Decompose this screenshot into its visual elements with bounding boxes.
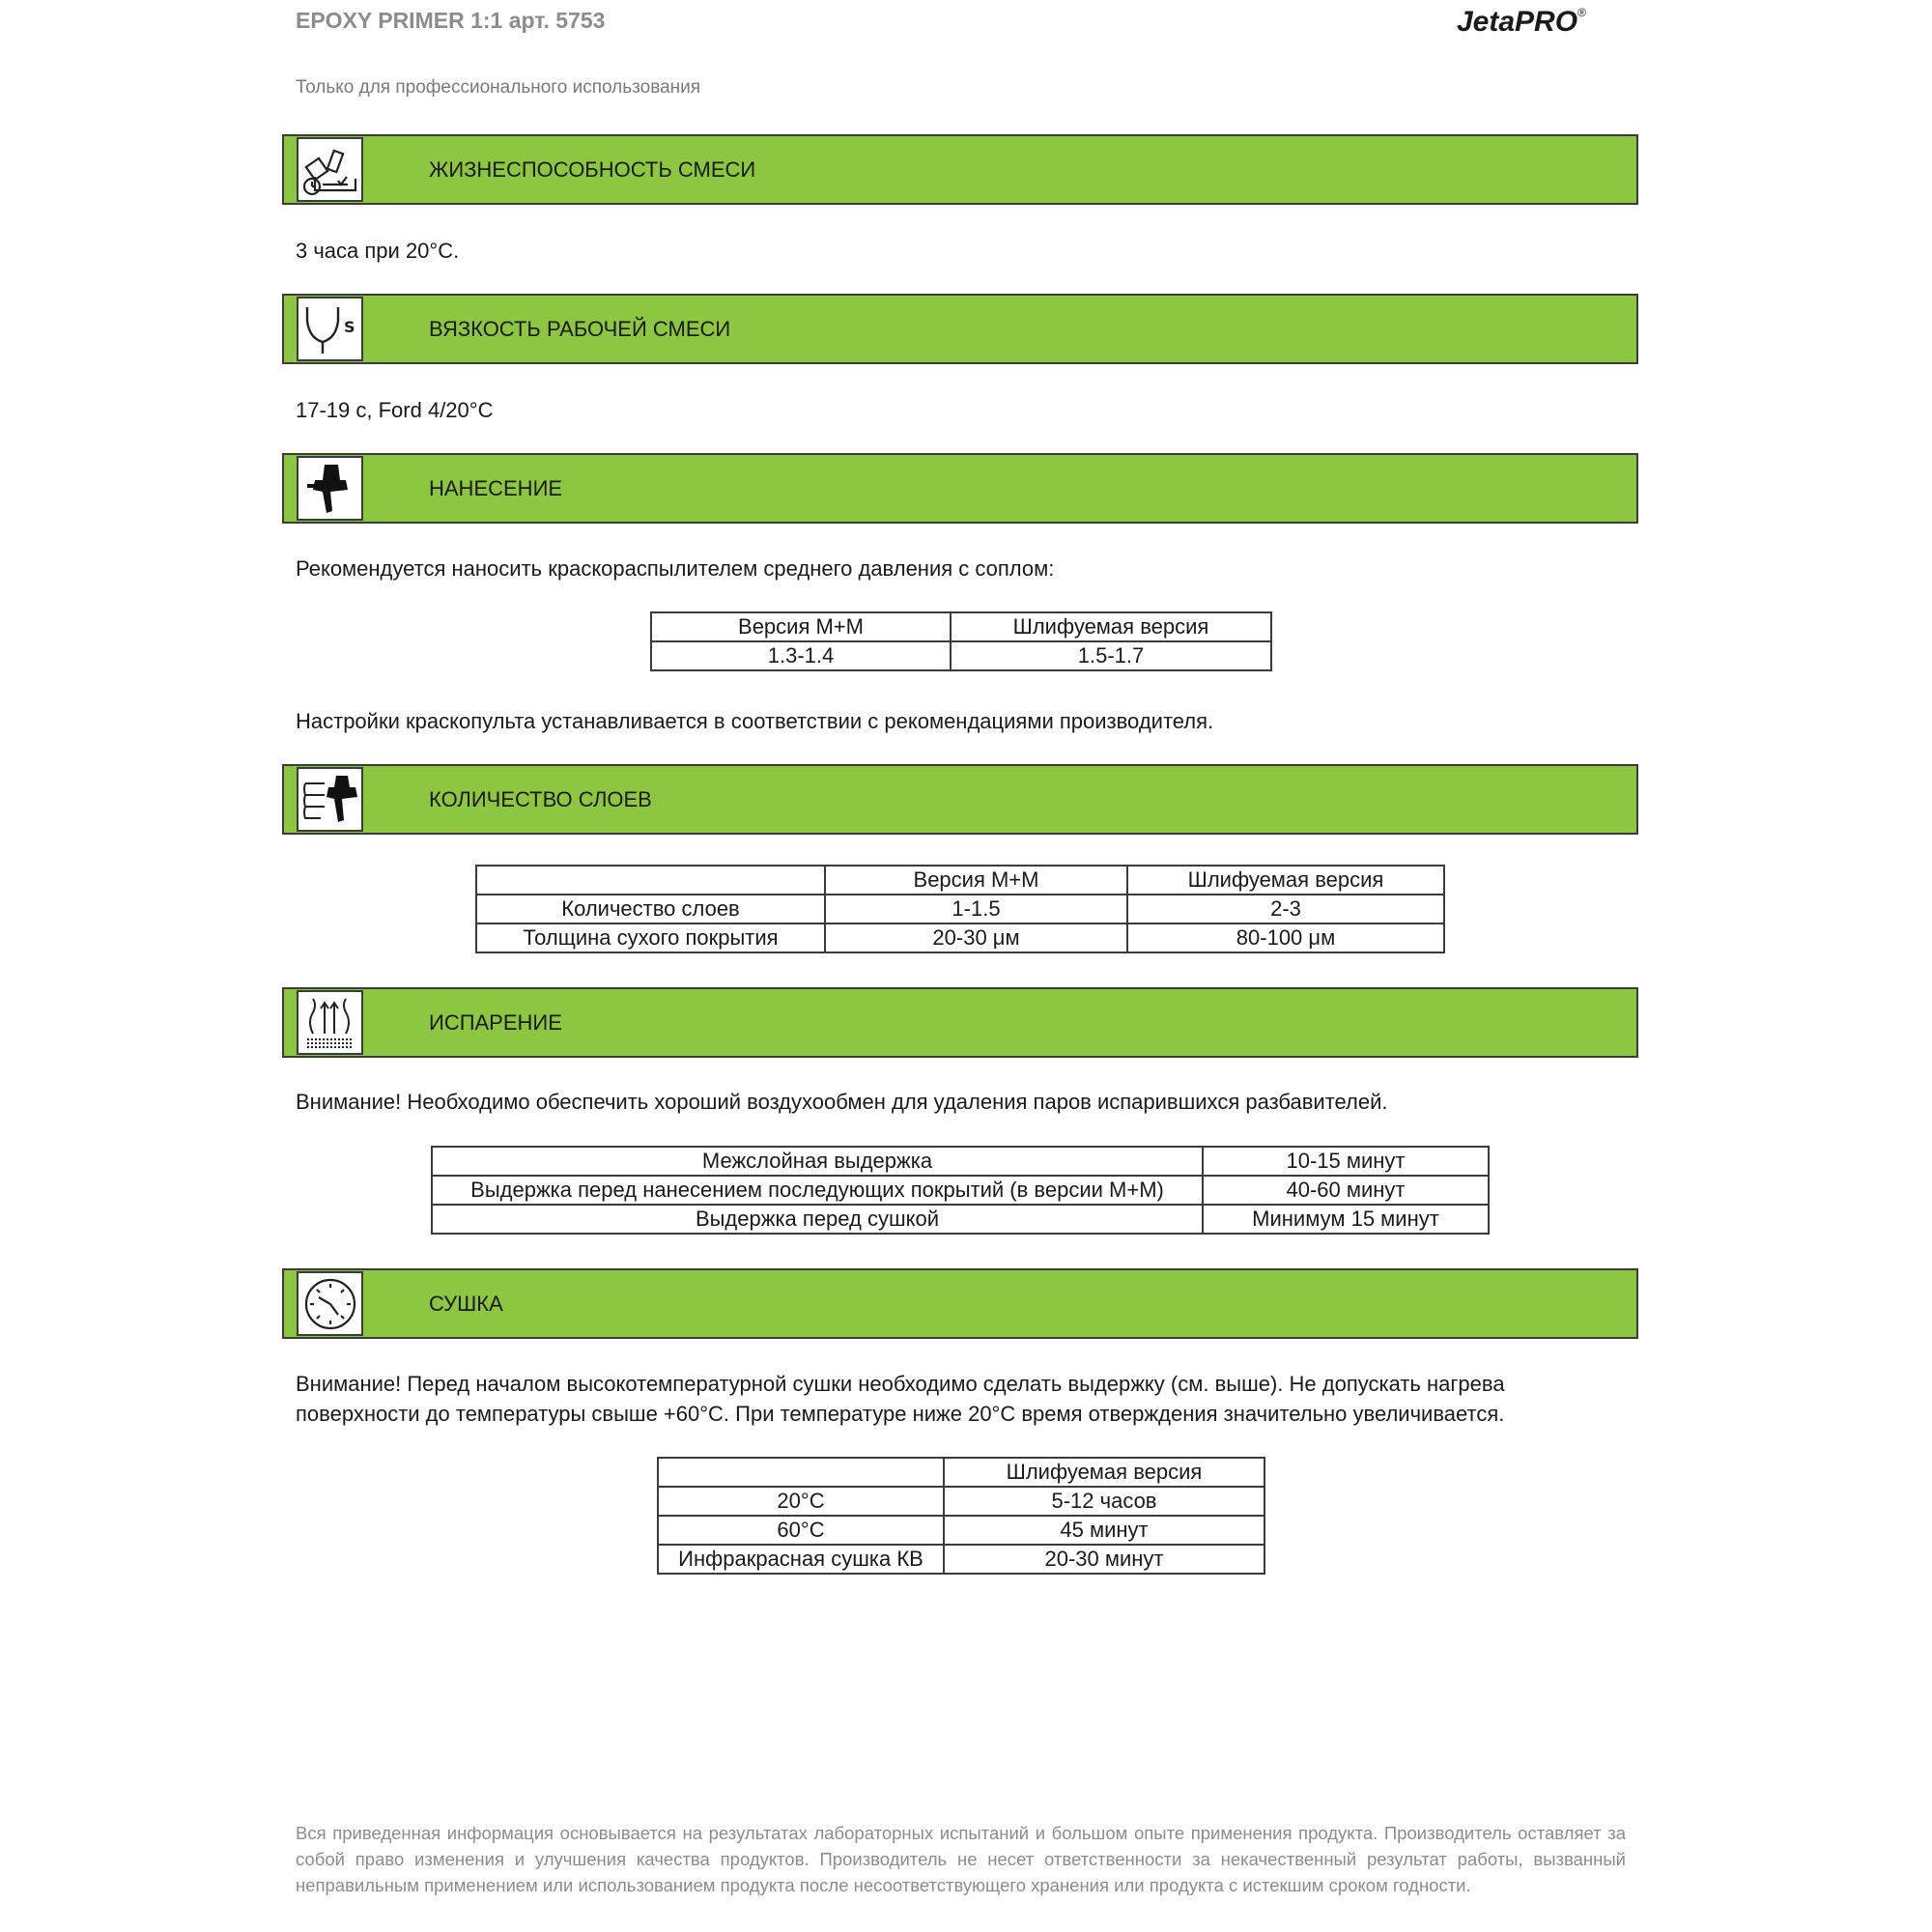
table-header-cell: Версия М+М: [825, 866, 1127, 895]
document-title: EPOXY PRIMER 1:1 арт. 5753: [296, 8, 606, 33]
table-row: [658, 1545, 1264, 1574]
section-pot-life: [282, 134, 1638, 205]
table-row: [476, 895, 1444, 923]
section-title: ВЯЗКОСТЬ РАБОЧЕЙ СМЕСИ: [429, 317, 731, 341]
section-title: ИСПАРЕНИЕ: [429, 1010, 562, 1035]
table-header-cell: Версия М+М: [651, 612, 951, 641]
table-cell: 1.5-1.7: [951, 641, 1271, 670]
flash-off-table: [431, 1146, 1490, 1235]
table-cell: Инфракрасная сушка КВ: [658, 1545, 944, 1574]
table-cell: 40-60 минут: [1203, 1176, 1489, 1205]
table-cell: Толщина сухого покрытия: [476, 923, 825, 952]
table-cell: 80-100 μм: [1127, 923, 1444, 952]
pot-life-text: 3 часа при 20°C.: [296, 239, 460, 263]
viscosity-cup-icon: [297, 297, 363, 361]
section-title: ЖИЗНЕСПОСОБНОСТЬ СМЕСИ: [429, 157, 756, 182]
section-title: КОЛИЧЕСТВО СЛОЕВ: [429, 787, 652, 811]
table-header-cell: [476, 866, 825, 895]
drying-warning-line-1: Внимание! Перед началом высокотемпературной сушки необходимо сделать выдержку (см. выше). Не допускать нагрева: [296, 1372, 1505, 1396]
table-cell: 1.3-1.4: [651, 641, 951, 670]
pot-life-icon: [297, 137, 363, 202]
section-drying: [282, 1268, 1638, 1339]
disclaimer: Вся приведенная информация основывается на результатах лабораторных испытаний и большом опыте применения продукта. Производитель оставляет за собой право изменения и улучшения качества продуктов. Производитель не несет ответственности за некачественный результат работы, вызванный неправильным применением или использованием продукта после несоответствующего хранения или продукта с истекшим сроком годности.: [296, 1823, 1626, 1895]
table-row: [432, 1147, 1489, 1176]
section-layers: [282, 764, 1638, 835]
viscosity-text: 17-19 с, Ford 4/20°C: [296, 398, 494, 422]
flash-off-warning: Внимание! Необходимо обеспечить хороший воздухообмен для удаления паров испарившихся разбавителей.: [296, 1090, 1388, 1114]
table-row: [658, 1487, 1264, 1516]
gun-settings-note: Настройки краскопульта устанавливается в соответствии с рекомендациями производителя.: [296, 709, 1214, 733]
table-header-cell: Шлифуемая версия: [1127, 866, 1444, 895]
table-cell: Выдержка перед нанесением последующих покрытий (в версии М+М): [432, 1176, 1203, 1205]
table-row: [658, 1516, 1264, 1545]
table-cell: 20-30 минут: [944, 1545, 1264, 1574]
layers-table: [475, 865, 1445, 953]
table-cell: 20°C: [658, 1487, 944, 1516]
table-cell: Выдержка перед сушкой: [432, 1205, 1203, 1234]
table-cell: 60°C: [658, 1516, 944, 1545]
section-viscosity: [282, 294, 1638, 364]
table-row: [651, 641, 1271, 670]
table-cell: Количество слоев: [476, 895, 825, 923]
table-header-cell: [658, 1458, 944, 1487]
table-cell: 45 минут: [944, 1516, 1264, 1545]
table-header-cell: Шлифуемая версия: [951, 612, 1271, 641]
evaporation-icon: [297, 990, 363, 1055]
brand-logo-text: JetaPRO: [1457, 6, 1578, 38]
drying-table: [657, 1457, 1265, 1575]
drying-warning-line-2: поверхности до температуры свыше +60°C. При температуре ниже 20°C время отверждения значительно увеличивается.: [296, 1402, 1505, 1426]
table-row: [658, 1458, 1264, 1487]
brand-logo: [1457, 6, 1586, 39]
table-row: [476, 923, 1444, 952]
section-application: [282, 453, 1638, 524]
clock-icon: [297, 1271, 363, 1336]
svg-text:S: S: [343, 317, 355, 336]
professional-use-note: Только для профессионального использования: [296, 77, 701, 98]
table-cell: 1-1.5: [825, 895, 1127, 923]
table-cell: Минимум 15 минут: [1203, 1205, 1489, 1234]
table-row: [432, 1176, 1489, 1205]
table-cell: 20-30 μм: [825, 923, 1127, 952]
table-cell: Межслойная выдержка: [432, 1147, 1203, 1176]
spray-gun-icon: [297, 456, 363, 521]
nozzle-table: [650, 611, 1272, 671]
table-cell: 10-15 минут: [1203, 1147, 1489, 1176]
table-cell: 2-3: [1127, 895, 1444, 923]
section-title: НАНЕСЕНИЕ: [429, 476, 563, 500]
application-text: Рекомендуется наносить краскораспылителем среднего давления с соплом:: [296, 556, 1055, 581]
table-row: [432, 1205, 1489, 1234]
spray-layers-icon: [297, 767, 363, 832]
section-title: СУШКА: [429, 1292, 503, 1316]
table-cell: 5-12 часов: [944, 1487, 1264, 1516]
section-flash-off: [282, 987, 1638, 1058]
table-row: [651, 612, 1271, 641]
table-header-cell: Шлифуемая версия: [944, 1458, 1264, 1487]
registered-mark: ®: [1577, 6, 1586, 19]
table-row: [476, 866, 1444, 895]
